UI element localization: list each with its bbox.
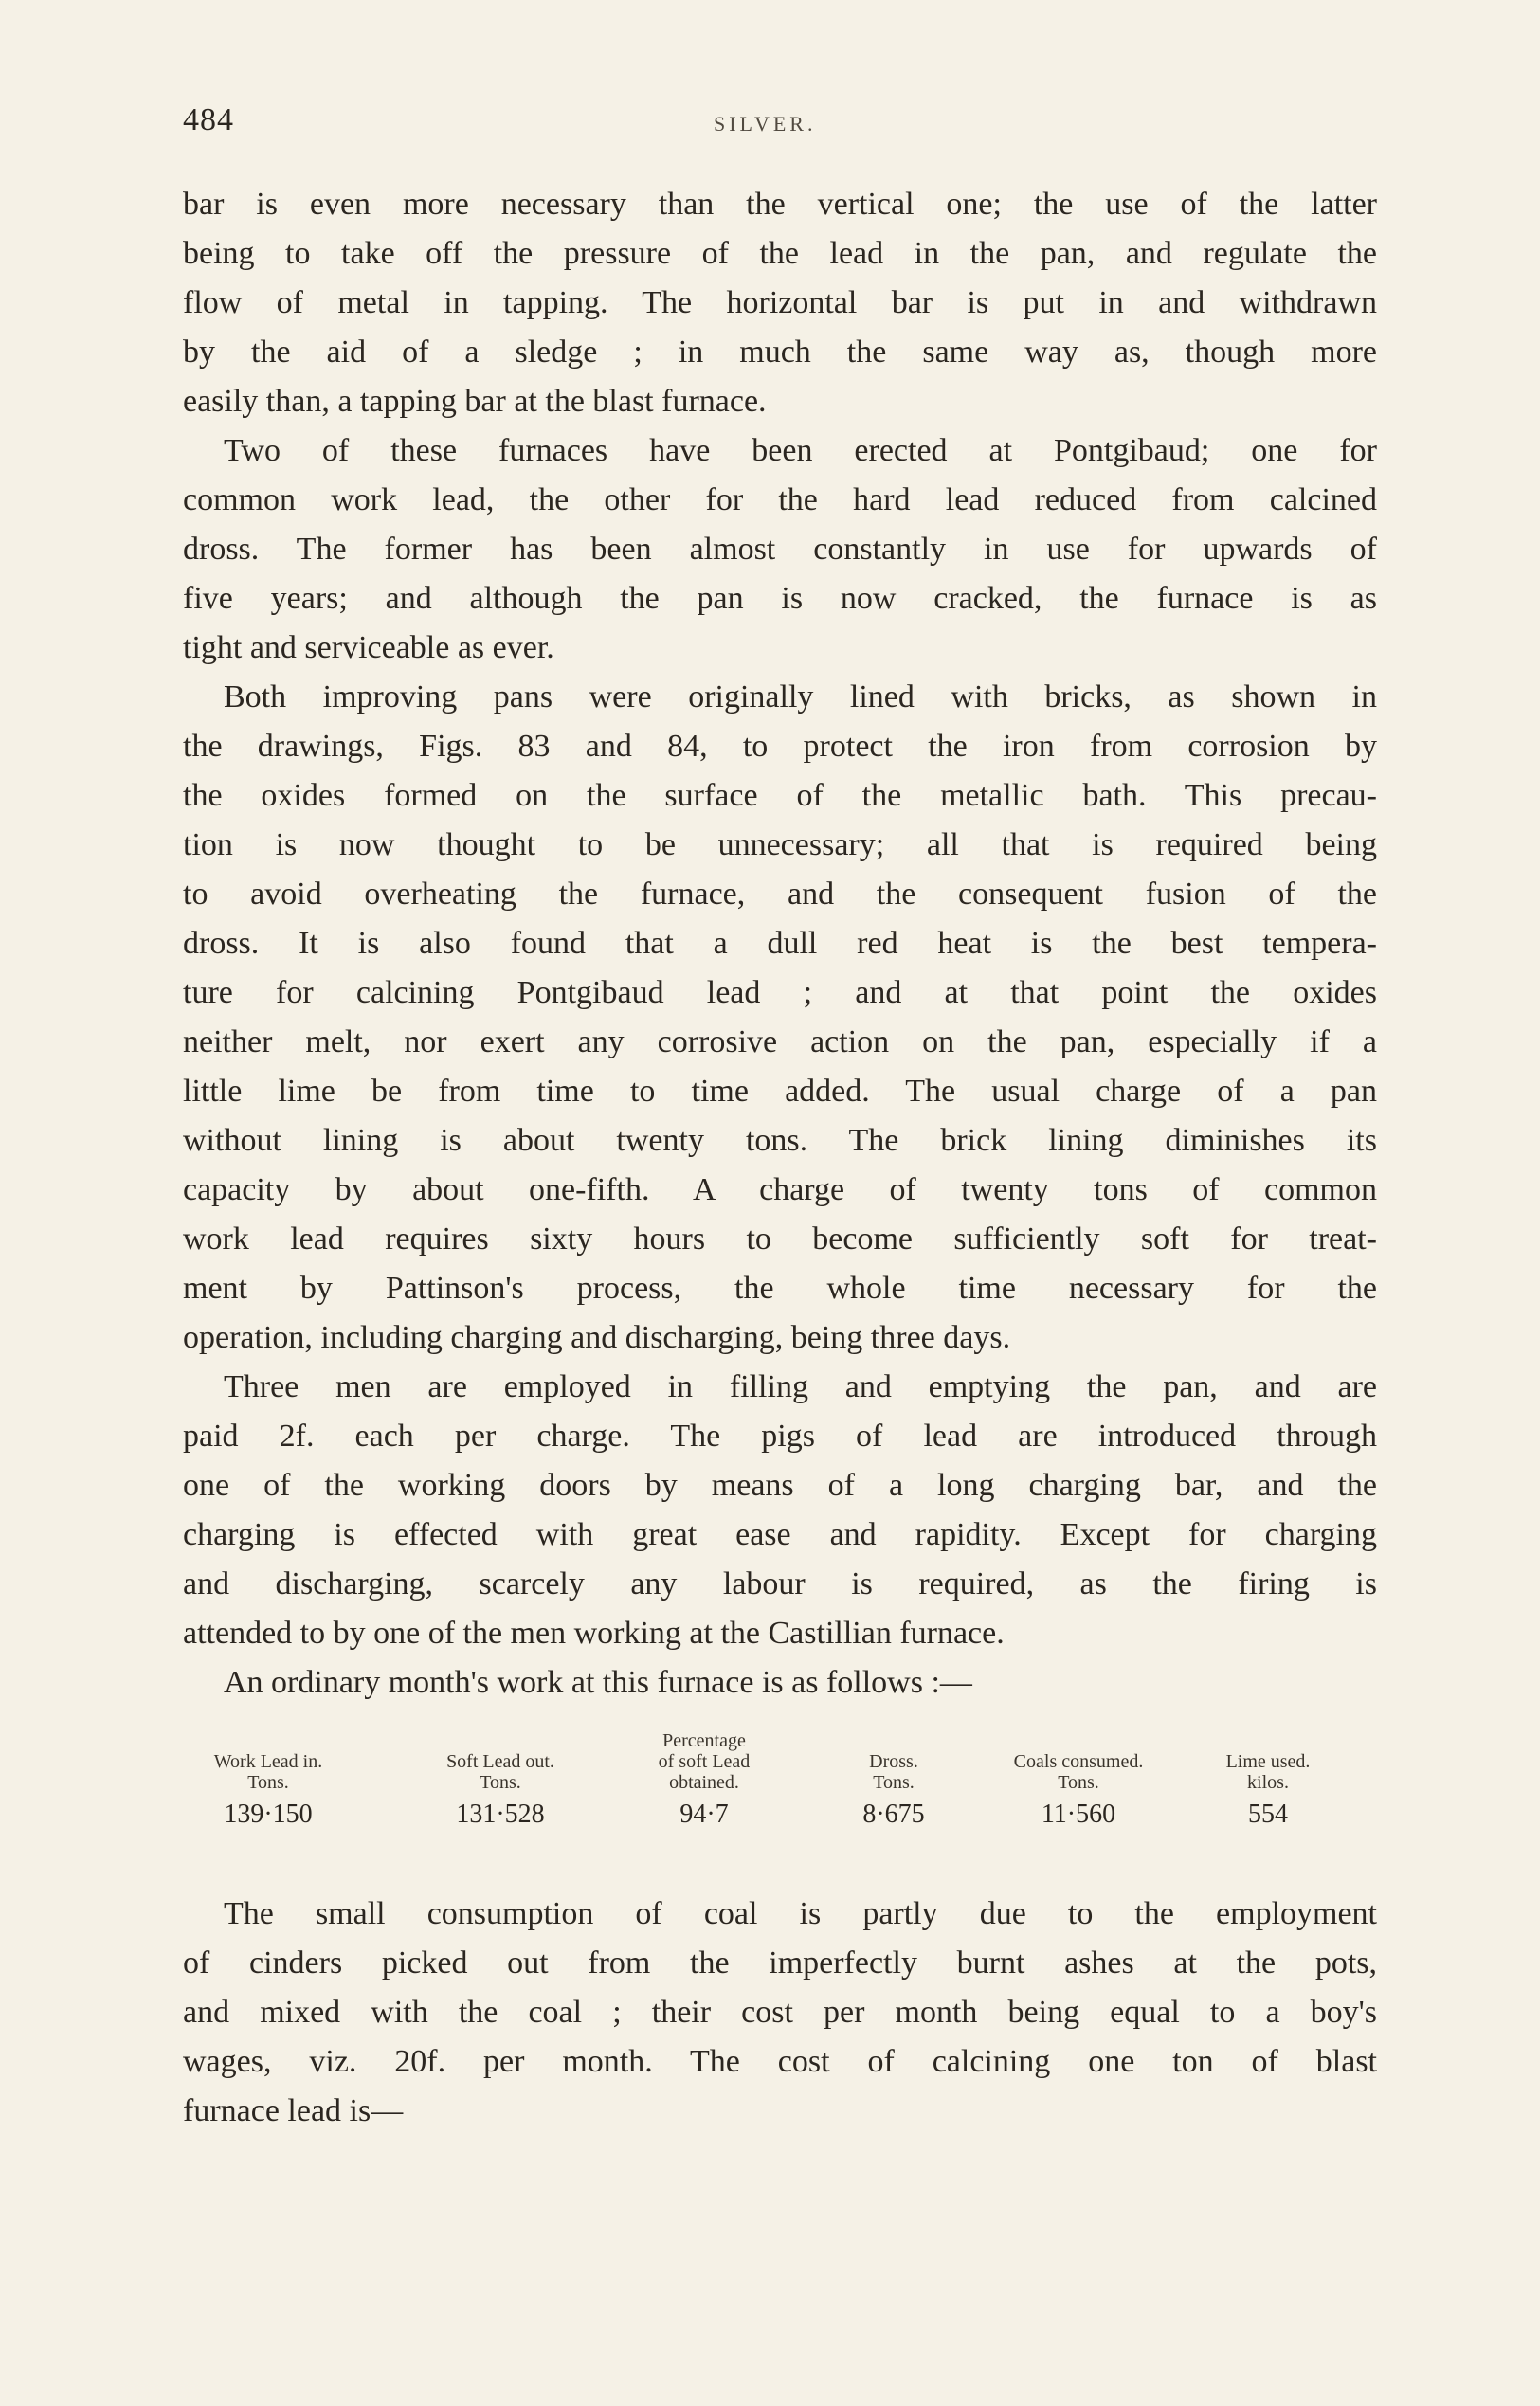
- column-header-line: [192, 1730, 344, 1751]
- production-table: [183, 1730, 1377, 1844]
- text-line: work lead requires sixty hours to become sufficiently soft for treat-: [183, 1221, 1377, 1257]
- column-header: Lime used.: [1225, 1751, 1311, 1772]
- column-value: 139·150: [224, 1800, 313, 1829]
- column-value: 131·528: [456, 1800, 545, 1829]
- column-unit: kilos.: [1247, 1772, 1289, 1793]
- closing-paragraph: [183, 1890, 1377, 2136]
- text-line: dross. The former has been almost constantly in use for upwards of: [183, 532, 1377, 567]
- text-line: little lime be from time to time added. The usual charge of a pan: [183, 1074, 1377, 1109]
- text-line: An ordinary month's work at this furnace is as follows :—: [224, 1665, 972, 1700]
- text-line: charging is effected with great ease and rapidity. Except for charging: [183, 1517, 1377, 1552]
- text-line: common work lead, the other for the hard lead reduced from calcined: [183, 482, 1377, 517]
- text-line: bar is even more necessary than the vertical one; the use of the latter: [183, 187, 1377, 222]
- text-line: Three men are employed in filling and emptying the pan, and are: [224, 1369, 1377, 1404]
- text-line: the drawings, Figs. 83 and 84, to protect the iron from corrosion by: [183, 729, 1377, 764]
- table-column-work-lead: [192, 1730, 344, 1833]
- column-value: 8·675: [862, 1800, 925, 1829]
- text-line: flow of metal in tapping. The horizontal bar is put in and withdrawn: [183, 285, 1377, 320]
- text-line: five years; and although the pan is now cracked, the furnace is as: [183, 581, 1377, 616]
- column-header-line: [1197, 1730, 1339, 1751]
- column-unit: obtained.: [669, 1772, 739, 1793]
- table-column-lime: [1197, 1730, 1339, 1833]
- text-line: capacity by about one-fifth. A charge of twenty tons of common: [183, 1172, 1377, 1207]
- column-header-line: [827, 1730, 960, 1751]
- column-header: of soft Lead: [658, 1751, 751, 1772]
- text-line: Two of these furnaces have been erected at Pontgibaud; one for: [224, 433, 1377, 468]
- column-unit: Tons.: [873, 1772, 915, 1793]
- table-column-percentage: [628, 1730, 780, 1833]
- column-header-line: Percentage: [662, 1730, 746, 1751]
- text-line: without lining is about twenty tons. The brick lining diminishes its: [183, 1123, 1377, 1158]
- column-header-line: [984, 1730, 1173, 1751]
- column-unit: Tons.: [247, 1772, 289, 1793]
- text-line: tion is now thought to be unnecessary; all that is required being: [183, 827, 1377, 862]
- body-text: [183, 180, 1377, 1708]
- text-line: furnace lead is—: [183, 2093, 404, 2128]
- text-line: and mixed with the coal ; their cost per month being equal to a boy's: [183, 1995, 1377, 2030]
- column-header: Soft Lead out.: [446, 1751, 554, 1772]
- running-head: SILVER.: [714, 112, 817, 136]
- text-line: tight and serviceable as ever.: [183, 630, 554, 665]
- column-header: Dross.: [869, 1751, 918, 1772]
- column-header-line: [425, 1730, 576, 1751]
- text-line: of cinders picked out from the imperfectly burnt ashes at the pots,: [183, 1945, 1377, 1981]
- text-line: attended to by one of the men working at the Castillian furnace.: [183, 1616, 1005, 1651]
- text-line: ment by Pattinson's process, the whole time necessary for the: [183, 1271, 1377, 1306]
- text-line: the oxides formed on the surface of the metallic bath. This precau-: [183, 778, 1377, 813]
- text-line: The small consumption of coal is partly due to the employment: [224, 1896, 1377, 1931]
- column-unit: Tons.: [480, 1772, 521, 1793]
- text-line: being to take off the pressure of the lead in the pan, and regulate the: [183, 236, 1377, 271]
- table-column-coals: [984, 1730, 1173, 1833]
- text-line: to avoid overheating the furnace, and the consequent fusion of the: [183, 877, 1377, 912]
- page-header: [183, 102, 1377, 150]
- text-line: Both improving pans were originally lined with bricks, as shown in: [224, 679, 1377, 715]
- text-line: wages, viz. 20f. per month. The cost of calcining one ton of blast: [183, 2044, 1377, 2079]
- column-value: 11·560: [1041, 1800, 1116, 1829]
- column-header: Work Lead in.: [213, 1751, 323, 1772]
- column-header: Coals consumed.: [1013, 1751, 1144, 1772]
- table-column-dross: [827, 1730, 960, 1833]
- text-line: dross. It is also found that a dull red heat is the best tempera-: [183, 926, 1377, 961]
- table-column-soft-lead: [425, 1730, 576, 1833]
- text-line: ture for calcining Pontgibaud lead ; and at that point the oxides: [183, 975, 1377, 1010]
- text-line: one of the working doors by means of a long charging bar, and the: [183, 1468, 1377, 1503]
- text-line: operation, including charging and discharging, being three days.: [183, 1320, 1011, 1355]
- text-line: easily than, a tapping bar at the blast furnace.: [183, 384, 767, 419]
- page-number: 484: [183, 102, 234, 137]
- text-line: by the aid of a sledge ; in much the same way as, though more: [183, 335, 1377, 370]
- column-value: 554: [1248, 1800, 1288, 1829]
- text-line: paid 2f. each per charge. The pigs of lead are introduced through: [183, 1419, 1377, 1454]
- text-line: and discharging, scarcely any labour is required, as the firing is: [183, 1566, 1377, 1601]
- text-line: neither melt, nor exert any corrosive action on the pan, especially if a: [183, 1024, 1377, 1059]
- column-value: 94·7: [679, 1800, 729, 1829]
- column-unit: Tons.: [1058, 1772, 1099, 1793]
